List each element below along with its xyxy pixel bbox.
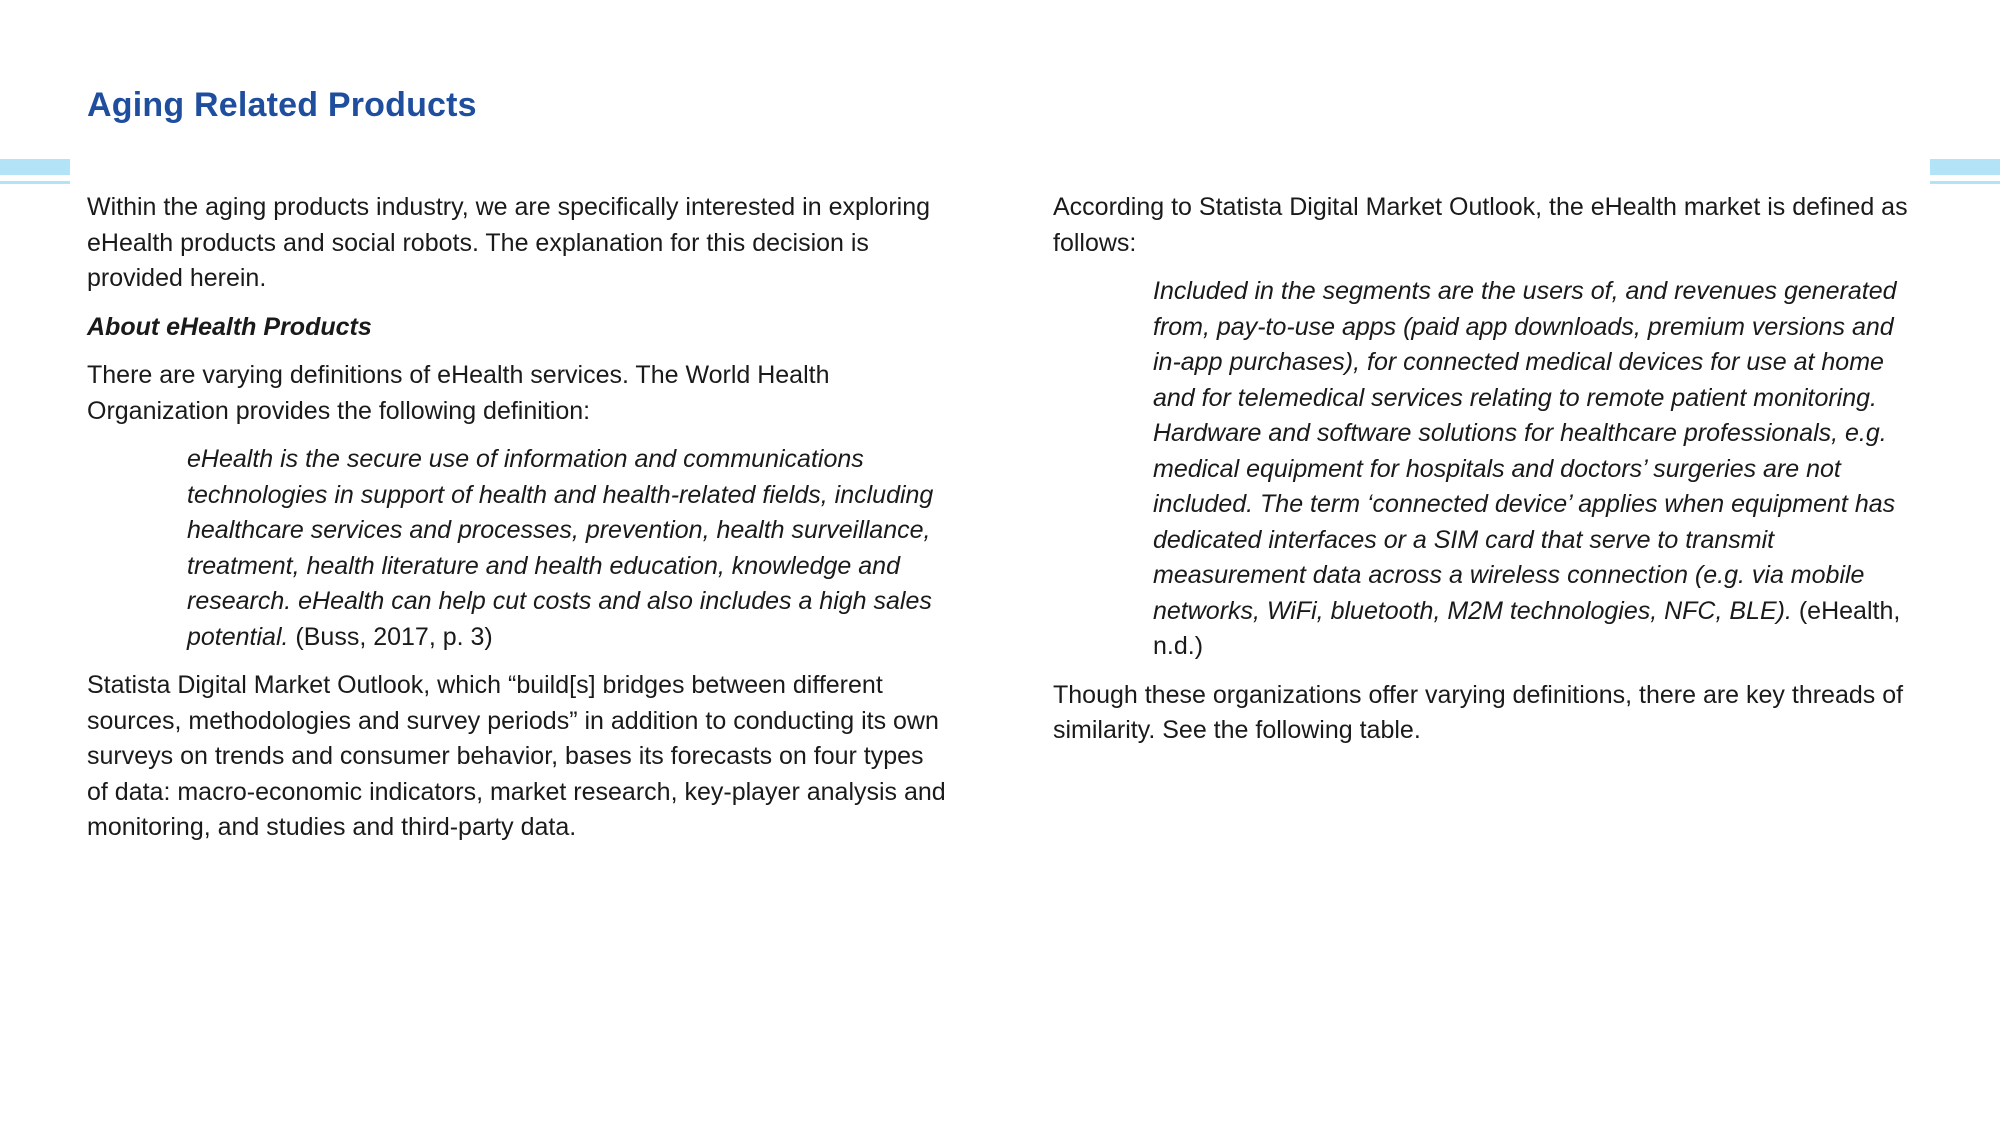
left-column xyxy=(87,190,947,859)
statista-paragraph: Statista Digital Market Outlook, which “build[s] bridges between different sources, methodologies and survey periods” in addition to conducting its own surveys on trends and consumer behavior, bases its forecasts on four types of data: macro-economic indicators, market research, key-player analysis and monitoring, and studies and third-party data. xyxy=(87,671,946,841)
who-blockquote xyxy=(187,442,947,655)
statista-blockquote xyxy=(1153,274,1913,665)
statista-citation: (eHealth, n.d.) xyxy=(1153,596,1901,660)
ehealth-subheading: About eHealth Products xyxy=(87,312,372,341)
statista-intro-paragraph: According to Statista Digital Market Outlook, the eHealth market is defined as follows: xyxy=(1053,193,1908,257)
who-intro-paragraph: There are varying definitions of eHealth services. The World Health Organization provides the following definition: xyxy=(87,361,830,425)
intro-paragraph: Within the aging products industry, we are specifically interested in exploring eHealth products and social robots. The explanation for this decision is provided herein. xyxy=(87,193,931,292)
who-quote-text: eHealth is the secure use of information and communications technologies in support of health and health-related fields, including healthcare services and processes, prevention, health surveillance, treatment, health literature and health education, knowledge and research. eHealth can help cut costs and also includes a high sales potential. xyxy=(187,445,934,651)
accent-line-left xyxy=(0,181,70,184)
accent-line-right xyxy=(1930,181,2000,184)
accent-bar-right xyxy=(1930,159,2000,175)
page-title: Aging Related Products xyxy=(87,86,477,124)
right-column xyxy=(1053,190,1913,762)
statista-quote-text: Included in the segments are the users of, and revenues generated from, pay-to-use apps (paid app downloads, premium versions and in-app purchases), for connected medical devices for use at home and for telemedical services relating to remote patient monitoring. Hardware and software solutions for healthcare professionals, e.g. medical equipment for hospitals and doctors’ surgeries are not included. The term ‘connected device’ applies when equipment has dedicated interfaces or a SIM card that serve to transmit measurement data across a wireless connection (e.g. via mobile networks, WiFi, bluetooth, M2M technologies, NFC, BLE). xyxy=(1153,277,1897,625)
who-citation: (Buss, 2017, p. 3) xyxy=(295,622,493,651)
closing-paragraph: Though these organizations offer varying definitions, there are key threads of similarity. See the following table. xyxy=(1053,680,1904,744)
accent-bar-left xyxy=(0,159,70,175)
